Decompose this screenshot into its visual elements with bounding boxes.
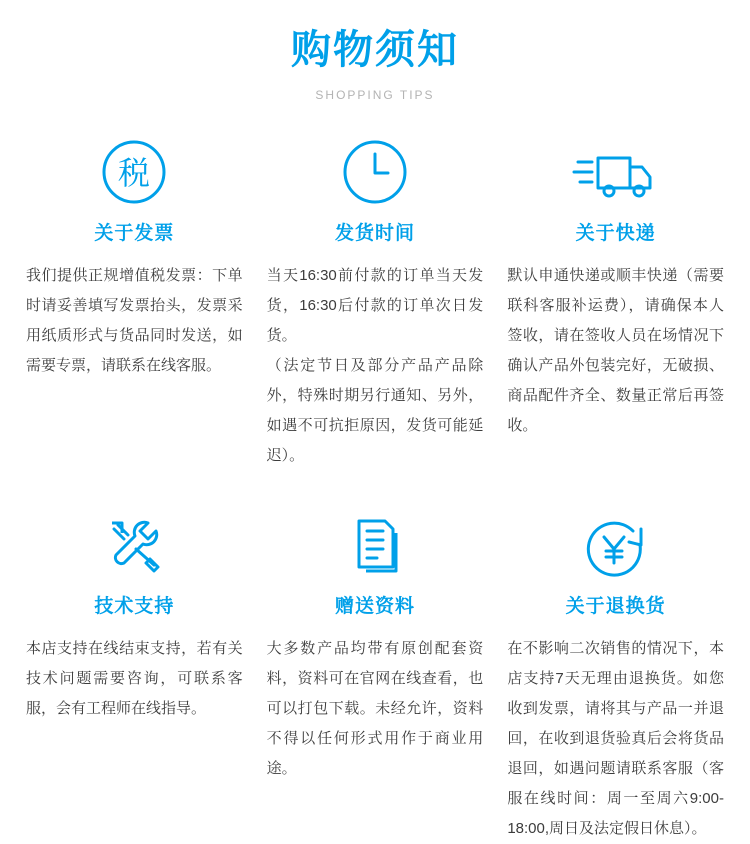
- tax-circle-icon: [98, 136, 170, 208]
- tip-body: [507, 634, 724, 844]
- tip-paragraph: 当天16:30前付款的订单当天发货，16:30后付款的订单次日发货。: [266, 267, 484, 344]
- tip-card-free-materials: [255, 509, 496, 844]
- truck-icon: [572, 136, 660, 208]
- tip-body: [507, 261, 724, 441]
- svg-text:税: 税: [118, 154, 151, 192]
- page-header: [0, 0, 750, 102]
- tip-title: 赠送资料: [334, 596, 415, 617]
- tip-title: 发货时间: [334, 223, 415, 244]
- tip-paragraph: 我们提供正规增值税发票：下单时请妥善填写发票抬头，发票采用纸质形式与货品同时发送，如需要专票，请联系在线客服。: [26, 267, 243, 374]
- tip-card-express: [495, 136, 736, 471]
- tip-title: 关于快递: [575, 223, 656, 244]
- tools-icon: [96, 509, 172, 581]
- tip-paragraph: （法定节日及部分产品产品除外，特殊时期另行通知、另外，如遇不可抗拒原因，发货可能延迟）。: [266, 357, 484, 464]
- documents-icon: [339, 509, 411, 581]
- tip-card-returns: [495, 509, 736, 844]
- tip-title: 技术支持: [94, 596, 175, 617]
- refund-icon: [577, 509, 655, 581]
- tip-title: 关于退换货: [565, 596, 666, 617]
- tip-paragraph: 大多数产品均带有原创配套资料，资料可在官网在线查看，也可以打包下载。未经允许，资料不得以任何形式用作于商业用途。: [266, 640, 484, 777]
- tips-grid: [0, 136, 750, 844]
- tip-card-shipping-time: [255, 136, 496, 471]
- tip-body: [267, 261, 484, 471]
- tip-card-tech-support: [14, 509, 255, 844]
- tip-body: [26, 261, 243, 381]
- page-subtitle: SHOPPING TIPS: [315, 88, 435, 102]
- clock-icon: [339, 136, 411, 208]
- tip-body: [26, 634, 243, 724]
- page-title: 购物须知: [291, 28, 459, 72]
- tip-body: [267, 634, 484, 784]
- tip-paragraph: 本店支持在线结束支持，若有关技术问题需要咨询，可联系客服，会有工程师在线指导。: [26, 640, 243, 717]
- tip-card-invoice: [14, 136, 255, 471]
- tip-paragraph: 默认申通快递或顺丰快递（需要联科客服补运费），请确保本人签收，请在签收人员在场情况下确认产品外包装完好，无破损、商品配件齐全、数量正常后再签收。: [507, 267, 724, 434]
- tip-paragraph: 在不影响二次销售的情况下，本店支持7天无理由退换货。如您收到发票，请将其与产品一并退回，在收到退货验真后会将货品退回，如遇问题请联系客服（客服在线时间：周一至周六9:00-18:00,周日及法定假日休息）。: [507, 640, 724, 837]
- tip-title: 关于发票: [94, 223, 175, 244]
